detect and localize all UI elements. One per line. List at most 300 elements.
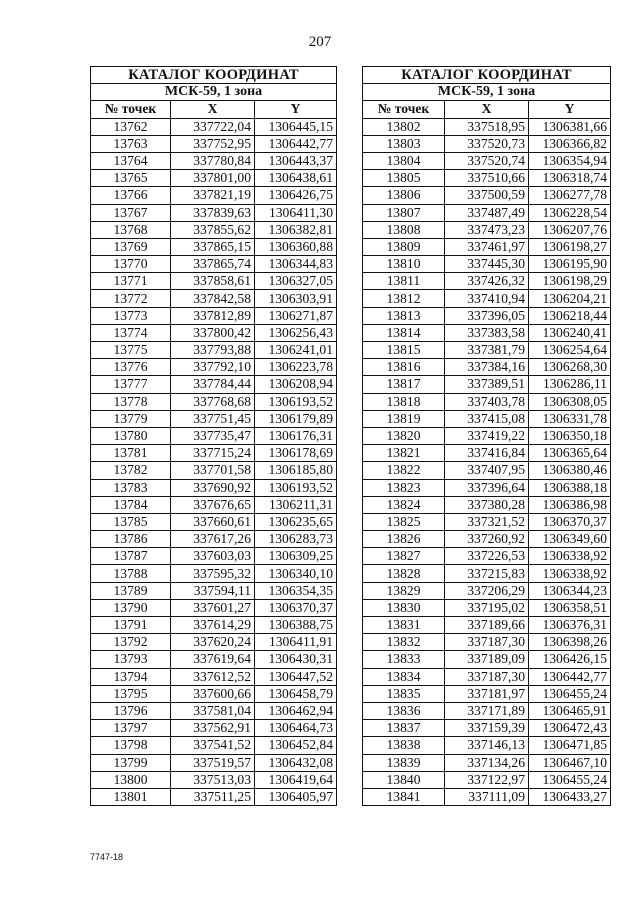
table-row	[91, 290, 337, 307]
x-coordinate-cell: 337513,03	[171, 771, 255, 788]
table-row	[363, 788, 611, 805]
y-coordinate-cell: 1306445,15	[255, 118, 337, 135]
document-code: 7747-18	[90, 852, 124, 862]
x-coordinate-cell: 337410,94	[445, 290, 529, 307]
point-number-cell: 13839	[363, 754, 445, 771]
x-coordinate-cell: 337858,61	[171, 273, 255, 290]
point-number-cell: 13834	[363, 668, 445, 685]
x-coordinate-cell: 337381,79	[445, 342, 529, 359]
table-row	[91, 307, 337, 324]
point-number-cell: 13841	[363, 788, 445, 805]
point-number-cell: 13791	[91, 617, 171, 634]
x-coordinate-cell: 337784,44	[171, 376, 255, 393]
table-row	[91, 135, 337, 152]
table-row	[91, 118, 337, 135]
table-row	[91, 152, 337, 169]
x-coordinate-cell: 337595,32	[171, 565, 255, 582]
table-row	[363, 410, 611, 427]
point-number-cell: 13771	[91, 273, 171, 290]
y-coordinate-cell: 1306350,18	[529, 427, 611, 444]
x-coordinate-cell: 337865,74	[171, 256, 255, 273]
x-coordinate-cell: 337842,58	[171, 290, 255, 307]
table-row	[91, 565, 337, 582]
table-row	[91, 427, 337, 444]
x-coordinate-cell: 337396,64	[445, 479, 529, 496]
table-body	[363, 118, 611, 806]
table-row	[363, 204, 611, 221]
table-row	[363, 531, 611, 548]
table-row	[91, 359, 337, 376]
x-coordinate-cell: 337676,65	[171, 496, 255, 513]
point-number-cell: 13770	[91, 256, 171, 273]
y-coordinate-cell: 1306308,05	[529, 393, 611, 410]
y-coordinate-cell: 1306218,44	[529, 307, 611, 324]
y-coordinate-cell: 1306366,82	[529, 135, 611, 152]
table-row	[363, 376, 611, 393]
coordinate-catalog-table-left	[90, 66, 337, 806]
x-coordinate-cell: 337660,61	[171, 513, 255, 530]
point-number-cell: 13812	[363, 290, 445, 307]
point-number-cell: 13762	[91, 118, 171, 135]
table-row	[91, 513, 337, 530]
table-row	[363, 548, 611, 565]
y-coordinate-cell: 1306382,81	[255, 221, 337, 238]
y-coordinate-cell: 1306376,31	[529, 617, 611, 634]
y-coordinate-cell: 1306208,94	[255, 376, 337, 393]
y-coordinate-cell: 1306370,37	[529, 513, 611, 530]
x-coordinate-cell: 337122,97	[445, 771, 529, 788]
table-row	[363, 445, 611, 462]
table-row	[363, 634, 611, 651]
point-number-cell: 13818	[363, 393, 445, 410]
table-row	[91, 685, 337, 702]
y-coordinate-cell: 1306198,27	[529, 238, 611, 255]
point-number-cell: 13806	[363, 187, 445, 204]
y-coordinate-cell: 1306338,92	[529, 548, 611, 565]
x-coordinate-cell: 337865,15	[171, 238, 255, 255]
y-coordinate-cell: 1306411,91	[255, 634, 337, 651]
x-coordinate-cell: 337812,89	[171, 307, 255, 324]
x-coordinate-cell: 337780,84	[171, 152, 255, 169]
table-row	[363, 273, 611, 290]
table-row	[91, 617, 337, 634]
table-row	[363, 462, 611, 479]
point-number-cell: 13816	[363, 359, 445, 376]
x-coordinate-cell: 337226,53	[445, 548, 529, 565]
x-coordinate-cell: 337215,83	[445, 565, 529, 582]
y-coordinate-cell: 1306349,60	[529, 531, 611, 548]
y-coordinate-cell: 1306228,54	[529, 204, 611, 221]
x-coordinate-cell: 337518,95	[445, 118, 529, 135]
y-coordinate-cell: 1306185,80	[255, 462, 337, 479]
y-coordinate-cell: 1306358,51	[529, 599, 611, 616]
x-coordinate-cell: 337594,11	[171, 582, 255, 599]
y-coordinate-cell: 1306318,74	[529, 170, 611, 187]
x-coordinate-cell: 337134,26	[445, 754, 529, 771]
table-row	[91, 170, 337, 187]
y-coordinate-cell: 1306178,69	[255, 445, 337, 462]
y-coordinate-cell: 1306340,10	[255, 565, 337, 582]
y-coordinate-cell: 1306176,31	[255, 427, 337, 444]
y-coordinate-cell: 1306207,76	[529, 221, 611, 238]
point-number-cell: 13795	[91, 685, 171, 702]
point-number-cell: 13804	[363, 152, 445, 169]
y-coordinate-cell: 1306241,01	[255, 342, 337, 359]
y-coordinate-cell: 1306354,94	[529, 152, 611, 169]
column-header-row	[91, 101, 337, 118]
table-row	[363, 238, 611, 255]
table-subtitle: МСК-59, 1 зона	[91, 84, 337, 101]
y-coordinate-cell: 1306455,24	[529, 771, 611, 788]
point-number-cell: 13785	[91, 513, 171, 530]
table-row	[363, 496, 611, 513]
point-number-cell: 13783	[91, 479, 171, 496]
x-coordinate-cell: 337189,09	[445, 651, 529, 668]
column-header-y: Y	[255, 101, 337, 118]
table-row	[91, 187, 337, 204]
table-row	[363, 668, 611, 685]
table-row	[363, 221, 611, 238]
y-coordinate-cell: 1306433,27	[529, 788, 611, 805]
table-row	[91, 410, 337, 427]
point-number-cell: 13817	[363, 376, 445, 393]
y-coordinate-cell: 1306338,92	[529, 565, 611, 582]
point-number-cell: 13784	[91, 496, 171, 513]
point-number-cell: 13802	[363, 118, 445, 135]
y-coordinate-cell: 1306271,87	[255, 307, 337, 324]
table-row	[91, 668, 337, 685]
x-coordinate-cell: 337396,05	[445, 307, 529, 324]
table-row	[363, 720, 611, 737]
point-number-cell: 13831	[363, 617, 445, 634]
table-row	[363, 342, 611, 359]
y-coordinate-cell: 1306388,18	[529, 479, 611, 496]
point-number-cell: 13808	[363, 221, 445, 238]
x-coordinate-cell: 337722,04	[171, 118, 255, 135]
x-coordinate-cell: 337407,95	[445, 462, 529, 479]
table-row	[363, 685, 611, 702]
table-row	[91, 771, 337, 788]
table-row	[91, 221, 337, 238]
table-title: КАТАЛОГ КООРДИНАТ	[363, 67, 611, 84]
table-row	[363, 359, 611, 376]
x-coordinate-cell: 337690,92	[171, 479, 255, 496]
table-row	[91, 238, 337, 255]
point-number-cell: 13825	[363, 513, 445, 530]
y-coordinate-cell: 1306254,64	[529, 342, 611, 359]
y-coordinate-cell: 1306430,31	[255, 651, 337, 668]
point-number-cell: 13796	[91, 702, 171, 719]
y-coordinate-cell: 1306309,25	[255, 548, 337, 565]
table-row	[91, 445, 337, 462]
table-row	[363, 152, 611, 169]
column-header-x: X	[171, 101, 255, 118]
column-header-point: № точек	[91, 101, 171, 118]
x-coordinate-cell: 337612,52	[171, 668, 255, 685]
table-row	[363, 187, 611, 204]
y-coordinate-cell: 1306442,77	[529, 668, 611, 685]
table-row	[363, 118, 611, 135]
table-row	[91, 324, 337, 341]
point-number-cell: 13788	[91, 565, 171, 582]
y-coordinate-cell: 1306381,66	[529, 118, 611, 135]
x-coordinate-cell: 337619,64	[171, 651, 255, 668]
point-number-cell: 13800	[91, 771, 171, 788]
table-subtitle-row	[91, 84, 337, 101]
x-coordinate-cell: 337541,52	[171, 737, 255, 754]
y-coordinate-cell: 1306388,75	[255, 617, 337, 634]
y-coordinate-cell: 1306195,90	[529, 256, 611, 273]
point-number-cell: 13821	[363, 445, 445, 462]
x-coordinate-cell: 337768,68	[171, 393, 255, 410]
point-number-cell: 13840	[363, 771, 445, 788]
x-coordinate-cell: 337751,45	[171, 410, 255, 427]
x-coordinate-cell: 337187,30	[445, 668, 529, 685]
table-row	[363, 771, 611, 788]
x-coordinate-cell: 337487,49	[445, 204, 529, 221]
point-number-cell: 13832	[363, 634, 445, 651]
y-coordinate-cell: 1306419,64	[255, 771, 337, 788]
x-coordinate-cell: 337187,30	[445, 634, 529, 651]
y-coordinate-cell: 1306458,79	[255, 685, 337, 702]
y-coordinate-cell: 1306443,37	[255, 152, 337, 169]
y-coordinate-cell: 1306240,41	[529, 324, 611, 341]
table-row	[91, 393, 337, 410]
column-header-x: X	[445, 101, 529, 118]
point-number-cell: 13824	[363, 496, 445, 513]
point-number-cell: 13807	[363, 204, 445, 221]
y-coordinate-cell: 1306198,29	[529, 273, 611, 290]
table-row	[91, 256, 337, 273]
table-row	[363, 479, 611, 496]
point-number-cell: 13809	[363, 238, 445, 255]
point-number-cell: 13828	[363, 565, 445, 582]
point-number-cell: 13819	[363, 410, 445, 427]
y-coordinate-cell: 1306268,30	[529, 359, 611, 376]
y-coordinate-cell: 1306360,88	[255, 238, 337, 255]
x-coordinate-cell: 337801,00	[171, 170, 255, 187]
point-number-cell: 13766	[91, 187, 171, 204]
x-coordinate-cell: 337415,08	[445, 410, 529, 427]
table-row	[91, 496, 337, 513]
x-coordinate-cell: 337416,84	[445, 445, 529, 462]
x-coordinate-cell: 337206,29	[445, 582, 529, 599]
table-row	[91, 462, 337, 479]
y-coordinate-cell: 1306303,91	[255, 290, 337, 307]
y-coordinate-cell: 1306370,37	[255, 599, 337, 616]
y-coordinate-cell: 1306380,46	[529, 462, 611, 479]
table-row	[91, 582, 337, 599]
table-row	[91, 531, 337, 548]
x-coordinate-cell: 337562,91	[171, 720, 255, 737]
y-coordinate-cell: 1306465,91	[529, 702, 611, 719]
x-coordinate-cell: 337111,09	[445, 788, 529, 805]
point-number-cell: 13803	[363, 135, 445, 152]
point-number-cell: 13823	[363, 479, 445, 496]
x-coordinate-cell: 337510,66	[445, 170, 529, 187]
table-row	[363, 290, 611, 307]
y-coordinate-cell: 1306354,35	[255, 582, 337, 599]
table-row	[91, 376, 337, 393]
x-coordinate-cell: 337426,32	[445, 273, 529, 290]
x-coordinate-cell: 337821,19	[171, 187, 255, 204]
x-coordinate-cell: 337445,30	[445, 256, 529, 273]
table-row	[91, 651, 337, 668]
point-number-cell: 13792	[91, 634, 171, 651]
x-coordinate-cell: 337735,47	[171, 427, 255, 444]
table-row	[363, 513, 611, 530]
point-number-cell: 13814	[363, 324, 445, 341]
x-coordinate-cell: 337603,03	[171, 548, 255, 565]
point-number-cell: 13829	[363, 582, 445, 599]
x-coordinate-cell: 337321,52	[445, 513, 529, 530]
x-coordinate-cell: 337839,63	[171, 204, 255, 221]
y-coordinate-cell: 1306471,85	[529, 737, 611, 754]
point-number-cell: 13764	[91, 152, 171, 169]
column-header-point: № точек	[363, 101, 445, 118]
page-number: 207	[308, 34, 332, 50]
y-coordinate-cell: 1306455,24	[529, 685, 611, 702]
point-number-cell: 13830	[363, 599, 445, 616]
y-coordinate-cell: 1306344,83	[255, 256, 337, 273]
table-row	[91, 788, 337, 805]
table-row	[91, 273, 337, 290]
point-number-cell: 13781	[91, 445, 171, 462]
point-number-cell: 13789	[91, 582, 171, 599]
table-subtitle: МСК-59, 1 зона	[363, 84, 611, 101]
point-number-cell: 13786	[91, 531, 171, 548]
point-number-cell: 13837	[363, 720, 445, 737]
point-number-cell: 13810	[363, 256, 445, 273]
x-coordinate-cell: 337701,58	[171, 462, 255, 479]
point-number-cell: 13777	[91, 376, 171, 393]
y-coordinate-cell: 1306438,61	[255, 170, 337, 187]
y-coordinate-cell: 1306223,78	[255, 359, 337, 376]
table-row	[91, 548, 337, 565]
table-row	[363, 599, 611, 616]
table-subtitle-row	[363, 84, 611, 101]
table-row	[363, 737, 611, 754]
point-number-cell: 13811	[363, 273, 445, 290]
point-number-cell: 13793	[91, 651, 171, 668]
table-row	[91, 204, 337, 221]
x-coordinate-cell: 337383,58	[445, 324, 529, 341]
y-coordinate-cell: 1306386,98	[529, 496, 611, 513]
point-number-cell: 13769	[91, 238, 171, 255]
x-coordinate-cell: 337195,02	[445, 599, 529, 616]
point-number-cell: 13820	[363, 427, 445, 444]
y-coordinate-cell: 1306344,23	[529, 582, 611, 599]
point-number-cell: 13767	[91, 204, 171, 221]
x-coordinate-cell: 337520,73	[445, 135, 529, 152]
x-coordinate-cell: 337519,57	[171, 754, 255, 771]
table-row	[363, 754, 611, 771]
point-number-cell: 13787	[91, 548, 171, 565]
x-coordinate-cell: 337384,16	[445, 359, 529, 376]
point-number-cell: 13838	[363, 737, 445, 754]
table-row	[363, 135, 611, 152]
y-coordinate-cell: 1306193,52	[255, 393, 337, 410]
coordinate-catalog-table-right	[362, 66, 611, 806]
table-row	[363, 324, 611, 341]
table-row	[363, 170, 611, 187]
point-number-cell: 13805	[363, 170, 445, 187]
x-coordinate-cell: 337511,25	[171, 788, 255, 805]
table-row	[91, 479, 337, 496]
y-coordinate-cell: 1306283,73	[255, 531, 337, 548]
x-coordinate-cell: 337171,89	[445, 702, 529, 719]
point-number-cell: 13772	[91, 290, 171, 307]
y-coordinate-cell: 1306442,77	[255, 135, 337, 152]
y-coordinate-cell: 1306447,52	[255, 668, 337, 685]
x-coordinate-cell: 337403,78	[445, 393, 529, 410]
y-coordinate-cell: 1306452,84	[255, 737, 337, 754]
point-number-cell: 13794	[91, 668, 171, 685]
table-row	[363, 393, 611, 410]
x-coordinate-cell: 337715,24	[171, 445, 255, 462]
table-row	[91, 737, 337, 754]
x-coordinate-cell: 337419,22	[445, 427, 529, 444]
table-row	[91, 342, 337, 359]
table-row	[363, 565, 611, 582]
x-coordinate-cell: 337389,51	[445, 376, 529, 393]
point-number-cell: 13797	[91, 720, 171, 737]
y-coordinate-cell: 1306204,21	[529, 290, 611, 307]
y-coordinate-cell: 1306467,10	[529, 754, 611, 771]
y-coordinate-cell: 1306411,30	[255, 204, 337, 221]
y-coordinate-cell: 1306211,31	[255, 496, 337, 513]
x-coordinate-cell: 337620,24	[171, 634, 255, 651]
x-coordinate-cell: 337617,26	[171, 531, 255, 548]
x-coordinate-cell: 337792,10	[171, 359, 255, 376]
column-header-y: Y	[529, 101, 611, 118]
y-coordinate-cell: 1306462,94	[255, 702, 337, 719]
table-title: КАТАЛОГ КООРДИНАТ	[91, 67, 337, 84]
x-coordinate-cell: 337181,97	[445, 685, 529, 702]
y-coordinate-cell: 1306331,78	[529, 410, 611, 427]
x-coordinate-cell: 337520,74	[445, 152, 529, 169]
y-coordinate-cell: 1306464,73	[255, 720, 337, 737]
point-number-cell: 13778	[91, 393, 171, 410]
y-coordinate-cell: 1306432,08	[255, 754, 337, 771]
point-number-cell: 13790	[91, 599, 171, 616]
table-row	[91, 702, 337, 719]
table-row	[363, 307, 611, 324]
y-coordinate-cell: 1306426,15	[529, 651, 611, 668]
point-number-cell: 13765	[91, 170, 171, 187]
x-coordinate-cell: 337473,23	[445, 221, 529, 238]
table-row	[91, 599, 337, 616]
point-number-cell: 13822	[363, 462, 445, 479]
y-coordinate-cell: 1306472,43	[529, 720, 611, 737]
table-row	[363, 702, 611, 719]
y-coordinate-cell: 1306365,64	[529, 445, 611, 462]
point-number-cell: 13833	[363, 651, 445, 668]
point-number-cell: 13836	[363, 702, 445, 719]
column-header-row	[363, 101, 611, 118]
table-row	[363, 427, 611, 444]
point-number-cell: 13776	[91, 359, 171, 376]
point-number-cell: 13774	[91, 324, 171, 341]
point-number-cell: 13763	[91, 135, 171, 152]
y-coordinate-cell: 1306327,05	[255, 273, 337, 290]
x-coordinate-cell: 337260,92	[445, 531, 529, 548]
table-row	[91, 754, 337, 771]
x-coordinate-cell: 337380,28	[445, 496, 529, 513]
table-row	[91, 634, 337, 651]
point-number-cell: 13798	[91, 737, 171, 754]
x-coordinate-cell: 337159,39	[445, 720, 529, 737]
